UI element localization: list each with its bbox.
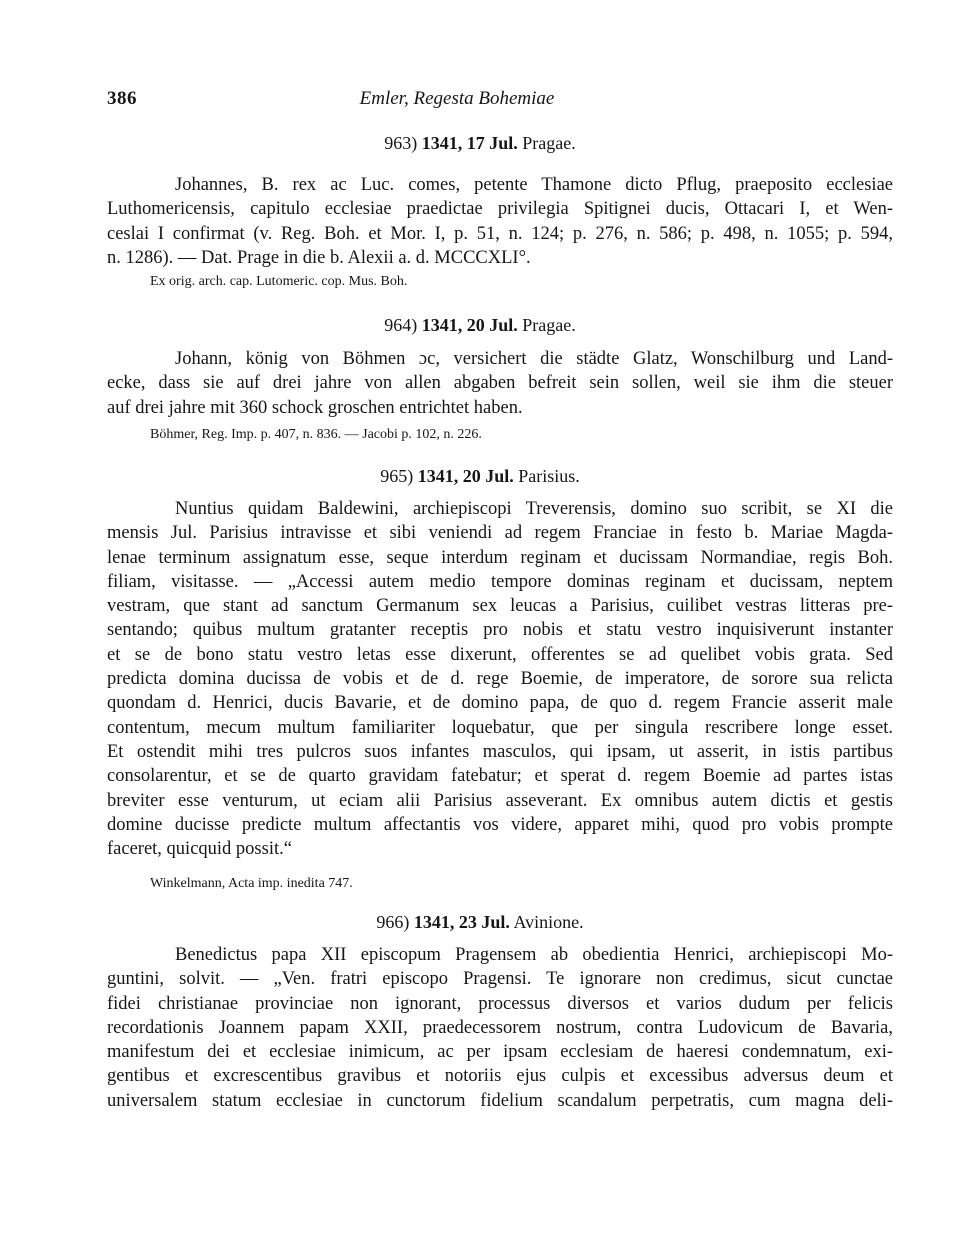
entry-text [107, 497, 893, 861]
text-line: Et ostendit mihi tres pulcros suos infantes masculos, qui ipsam, ut asserit, in istis partibus [107, 741, 893, 762]
entry-number: 963) [384, 133, 418, 153]
entry-date: 1341, 20 Jul. [417, 466, 514, 486]
text-line: predicta domina ducissa de vobis et de d. rege Boemie, de imperatore, de sorore sua relicta [107, 669, 893, 690]
entry-number: 966) [376, 912, 410, 932]
entry-date: 1341, 20 Jul. [421, 315, 518, 335]
text-line: gentibus et excrescentibus gravibus et notoriis ejus culpis et excessibus adversus deum et [107, 1066, 893, 1087]
text-line: et se de bono statu vestro letas esse dixerunt, offerentes se ad quelibet vobis grata. Sed [107, 644, 893, 665]
page-number: 386 [107, 88, 137, 109]
text-line: vestram, que stant ad sanctum Germanum sex leucas a Parisius, cuilibet vestras litteras pre- [107, 596, 893, 617]
entry-date: 1341, 23 Jul. [413, 912, 510, 932]
source-citation: Winkelmann, Acta imp. inedita 747. [150, 876, 353, 891]
entry-place: Avinione. [513, 912, 584, 932]
running-head [107, 88, 893, 114]
entry-text [107, 347, 893, 420]
text-line: filiam, visitasse. — „Accessi autem medio tempore dominas reginam et ducissam, neptem [107, 571, 893, 592]
entry-heading [0, 912, 960, 933]
source-citation: Ex orig. arch. cap. Lutomeric. cop. Mus. Boh. [150, 274, 408, 289]
text-line: ceslai I confirmat (v. Reg. Boh. et Mor. I, p. 51, n. 124; p. 276, n. 586; p. 498, n. 1055; p. 594, [107, 223, 893, 244]
entry-place: Pragae. [522, 315, 576, 335]
entry-heading [0, 315, 960, 336]
text-line: mensis Jul. Parisius intravisse et sibi veniendi ad regem Franciae in festo b. Mariae Magda- [107, 523, 893, 544]
text-line: Nuntius quidam Baldewini, archiepiscopi Treverensis, domino suo scribit, se XI die [175, 499, 893, 519]
text-line: Johann, könig von Böhmen ɔc, versichert die städte Glatz, Wonschilburg und Land- [175, 349, 893, 369]
running-title: Emler, Regesta Bohemiae [359, 88, 555, 109]
text-line: quondam d. Henrici, ducis Bavarie, et de domino papa, de quo d. regem Francie asserit male [107, 693, 893, 714]
text-line: universalem statum ecclesiae in cunctorum fidelium scandalum perpetratis, cum magna deli- [107, 1090, 893, 1111]
entry-heading [0, 133, 960, 154]
entry-date: 1341, 17 Jul. [421, 133, 518, 153]
text-line: guntini, solvit. — „Ven. fratri episcopo Pragensi. Te ignorare non credimus, sicut cunctae [107, 969, 893, 990]
text-line: Benedictus papa XII episcopum Pragensem ab obedientia Henrici, archiepiscopi Mo- [175, 945, 893, 965]
entry-heading [0, 466, 960, 487]
text-line: faceret, quicquid possit.“ [107, 839, 292, 860]
text-line: Johannes, B. rex ac Luc. comes, petente Thamone dicto Pflug, praeposito ecclesiae [175, 175, 893, 195]
text-line: manifestum dei et ecclesiae inimicum, ac per ipsam ecclesiam de haeresi condemnatum, exi- [107, 1042, 893, 1063]
entry-number: 964) [384, 315, 418, 335]
text-line: n. 1286). — Dat. Prage in die b. Alexii a. d. MCCCXLI°. [107, 247, 531, 268]
text-line: ecke, dass sie auf drei jahre von allen abgaben befreit sein sollen, weil sie ihm die steuer [107, 373, 893, 394]
source-citation: Böhmer, Reg. Imp. p. 407, n. 836. — Jacobi p. 102, n. 226. [150, 427, 482, 442]
text-line: sentando; quibus multum gratanter receptis pro nobis et statu vestro inquisiverunt instanter [107, 620, 893, 641]
text-line: consolarentur, et se de quarto gravidam fatebatur; et sperat d. regem Boemie ad partes istas [107, 766, 893, 787]
text-line: recordationis Joannem papam XXII, praedecessorem nostrum, contra Ludovicum de Bavaria, [107, 1017, 893, 1038]
text-line: fidei christianae provinciae non ignorant, processus diversos et varios dudum per felicis [107, 993, 893, 1014]
entry-text [107, 943, 893, 1113]
entry-text [107, 173, 893, 270]
entry-place: Parisius. [518, 466, 580, 486]
text-line: auf drei jahre mit 360 schock groschen entrichtet haben. [107, 397, 523, 418]
text-line: domine ducisse predicte multum affectantis vos videre, apparet mihi, quod pro vobis prompte [107, 814, 893, 835]
entry-place: Pragae. [522, 133, 576, 153]
text-line: Luthomericensis, capitulo ecclesiae praedictae privilegia Spitignei ducis, Ottacari I, et Wen- [107, 199, 893, 220]
text-line: breviter esse venturum, ut eciam alii Parisius asseverant. Ex omnibus autem dictis et gestis [107, 790, 893, 811]
entry-number: 965) [380, 466, 414, 486]
text-line: lenae terminum assignatum esse, seque interdum reginam et ducissam Normandiae, regis Boh. [107, 547, 893, 568]
text-line: contentum, mecum multum familiariter loquebatur, que per singula rescribere longe esset. [107, 717, 893, 738]
